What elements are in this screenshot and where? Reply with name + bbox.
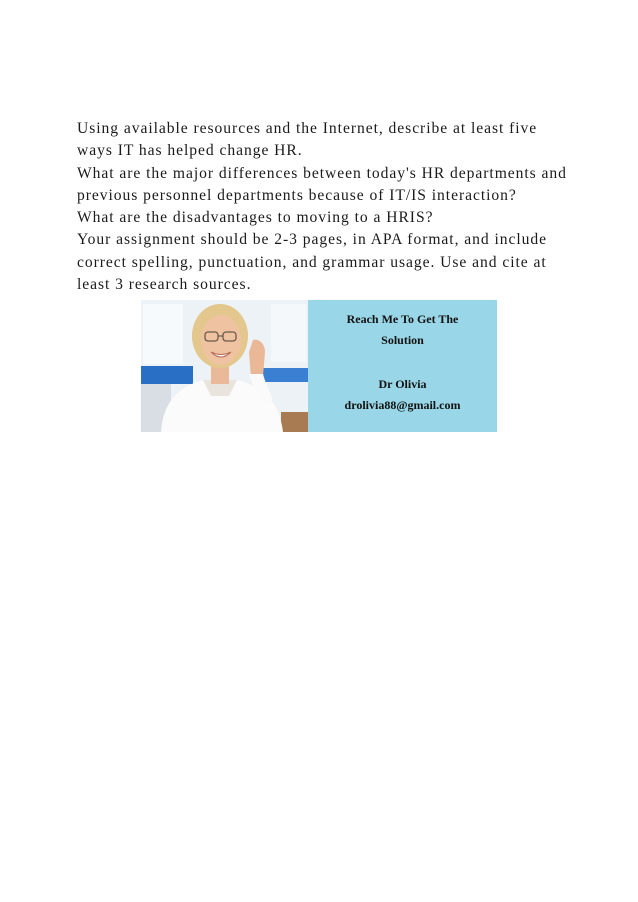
cta-line-2: Solution: [381, 333, 424, 347]
contact-name: Dr Olivia: [378, 377, 427, 391]
promo-banner: [141, 300, 497, 432]
contact-card: [308, 300, 497, 432]
woman-photo-illustration: [141, 300, 308, 432]
paragraph-hr-differences: What are the major differences between today's HR departments and previous personnel departments because of IT/IS interaction?: [77, 164, 567, 204]
woman-photo: [141, 300, 308, 432]
contact-email[interactable]: drolivia88@gmail.com: [344, 398, 461, 412]
paragraph-assignment-requirements: Your assignment should be 2-3 pages, in APA format, and include correct spelling, punctuation, and grammar usage. Use and cite at least 3 research sources.: [77, 231, 548, 294]
cta-line-1: Reach Me To Get The: [346, 312, 459, 326]
assignment-text: [77, 118, 567, 296]
paragraph-hris-disadvantages: What are the disadvantages to moving to a HRIS?: [77, 209, 434, 227]
paragraph-it-change-hr: Using available resources and the Internet, describe at least five ways IT has helped change HR.: [77, 120, 538, 160]
